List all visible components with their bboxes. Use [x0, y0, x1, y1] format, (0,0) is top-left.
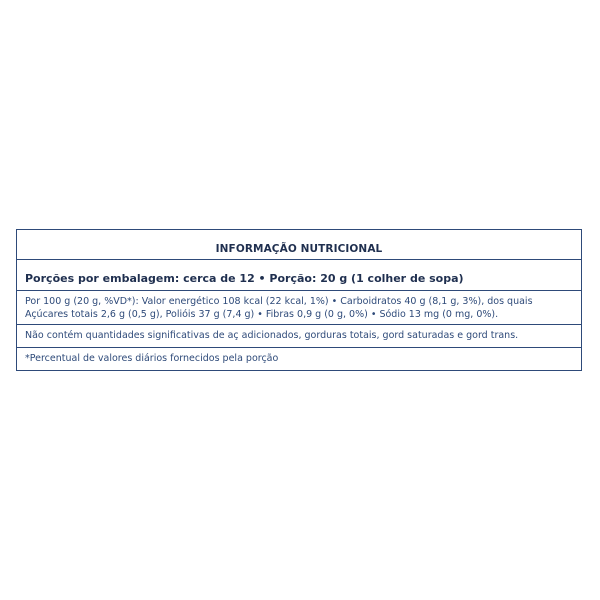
nutrition-facts-table [16, 229, 582, 371]
footnote: *Percentual de valores diários fornecidos pela porção [25, 353, 279, 364]
nutrient-values-row [17, 290, 581, 324]
table-title: INFORMAÇÃO NUTRICIONAL [215, 243, 383, 255]
not-significant-note: Não contém quantidades significativas de aç adicionados, gorduras totais, gord saturadas e gord trans. [25, 330, 519, 341]
title-row [17, 230, 581, 259]
footnote-row [17, 347, 581, 370]
portion-info: Porções por embalagem: cerca de 12 • Porção: 20 g (1 colher de sopa) [25, 272, 464, 285]
nutrient-values: Por 100 g (20 g, %VD*): Valor energético 108 kcal (22 kcal, 1%) • Carboidratos 40 g (8,1 g, 3%), dos quais Açúcares totais 2,6 g (0,5 g), Polióis 37 g (7,4 g) • Fibras 0,9 g (0 g, 0%) • Sódio 13 mg (0 mg, 0%). [25, 296, 533, 320]
not-significant-row [17, 324, 581, 347]
portion-row [17, 259, 581, 290]
